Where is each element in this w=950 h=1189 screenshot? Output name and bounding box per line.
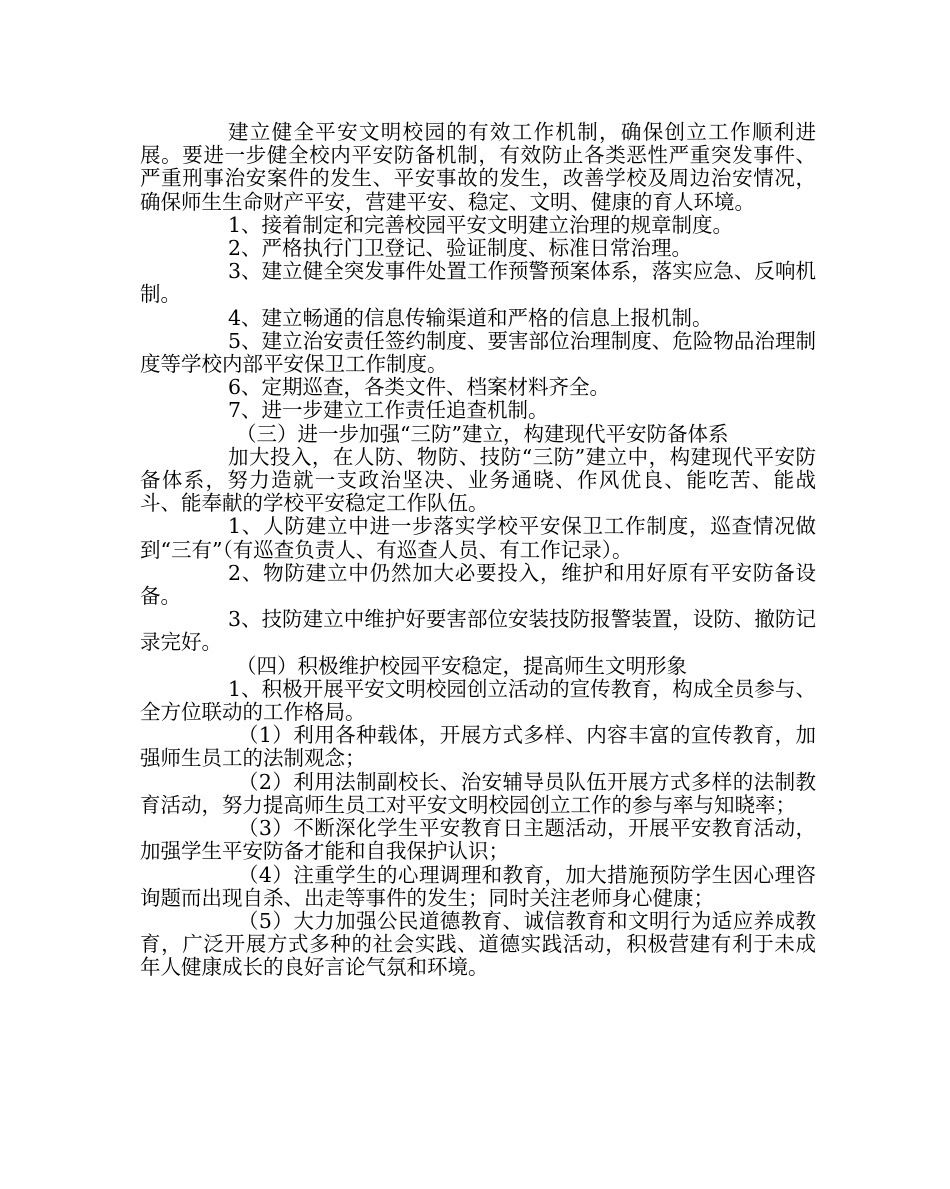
- list-item-publicity: 1、积极开展平安文明校园创立活动的宣传教育，构成全员参与、全方位联动的工作格局。: [140, 676, 816, 725]
- sub-item-4: （4）注重学生的心理调理和教育，加大措施预防学生因心理咨询题而出现自杀、出走等事件的发生；同时关注老师身心健康；: [140, 862, 816, 910]
- section-heading-4: （四）积极维护校园平安稳定，提高师生文明形象: [236, 653, 687, 678]
- sub-item-1: （1）利用各种载体，开展方式多样、内容丰富的宣传教育，加强师生员工的法制观念；: [140, 723, 816, 771]
- sub-item-2: （2）利用法制副校长、治安辅导员队伍开展方式多样的法制教育活动，努力提高师生员工对平安文明校园创立工作的参与率与知晓率；: [140, 769, 816, 817]
- list-item-3: 3、建立健全突发事件处置工作预警预案体系，落实应急、反响机制。: [140, 259, 816, 307]
- list-item-4: 4、建立畅通的信息传输渠道和严格的信息上报机制。: [228, 305, 713, 330]
- document-body: [140, 121, 816, 980]
- list-item-5: 5、建立治安责任签约制度、要害部位治理制度、危险物品治理制度等学校内部平安保卫工作制度。: [140, 328, 816, 377]
- list-item-tech-defense: 3、技防建立中维护好要害部位安装技防报警装置，设防、撤防记录完好。: [140, 607, 816, 655]
- paragraph-intro: 建立健全平安文明校园的有效工作机制，确保创立工作顺利进展。要进一步健全校内平安防备机制，有效防止各类恶性严重突发事件、严重刑事治安案件的发生、平安事故的发生，改善学校及周边治安情况，确保师生生命财产平安，营建平安、稳定、文明、健康的育人环境。: [140, 120, 816, 214]
- section-heading-3: （三）进一步加强“三防”建立，构建现代平安防备体系: [236, 421, 729, 446]
- paragraph-section-3: 加大投入，在人防、物防、技防“三防”建立中，构建现代平安防备体系，努力造就一支政治坚决、业务通晓、作风优良、能吃苦、能战斗、能奉献的学校平安稳定工作队伍。: [140, 444, 816, 516]
- list-item-2: 2、严格执行门卫登记、验证制度、标准日常治理。: [228, 236, 693, 261]
- list-item-6: 6、定期巡查，各类文件、档案材料齐全。: [228, 375, 611, 400]
- list-item-people-defense: 1、人防建立中进一步落实学校平安保卫工作制度，巡查情况做到“三有”（有巡查负责人、有巡查人员、有工作记录）。: [140, 514, 816, 562]
- list-item-7: 7、进一步建立工作责任追查机制。: [228, 398, 549, 423]
- sub-item-5: （5）大力加强公民道德教育、诚信教育和文明行为适应养成教育，广泛开展方式多种的社会实践、道德实践活动，积极营建有利于未成年人健康成长的良好言论气氛和环境。: [140, 908, 816, 980]
- list-item-1: 1、接着制定和完善校园平安文明建立治理的规章制度。: [228, 212, 734, 237]
- list-item-physical-defense: 2、物防建立中仍然加大必要投入，维护和用好原有平安防备设备。: [140, 560, 816, 609]
- sub-item-3: （3）不断深化学生平安教育日主题活动，开展平安教育活动，加强学生平安防备才能和自我保护认识；: [140, 816, 816, 864]
